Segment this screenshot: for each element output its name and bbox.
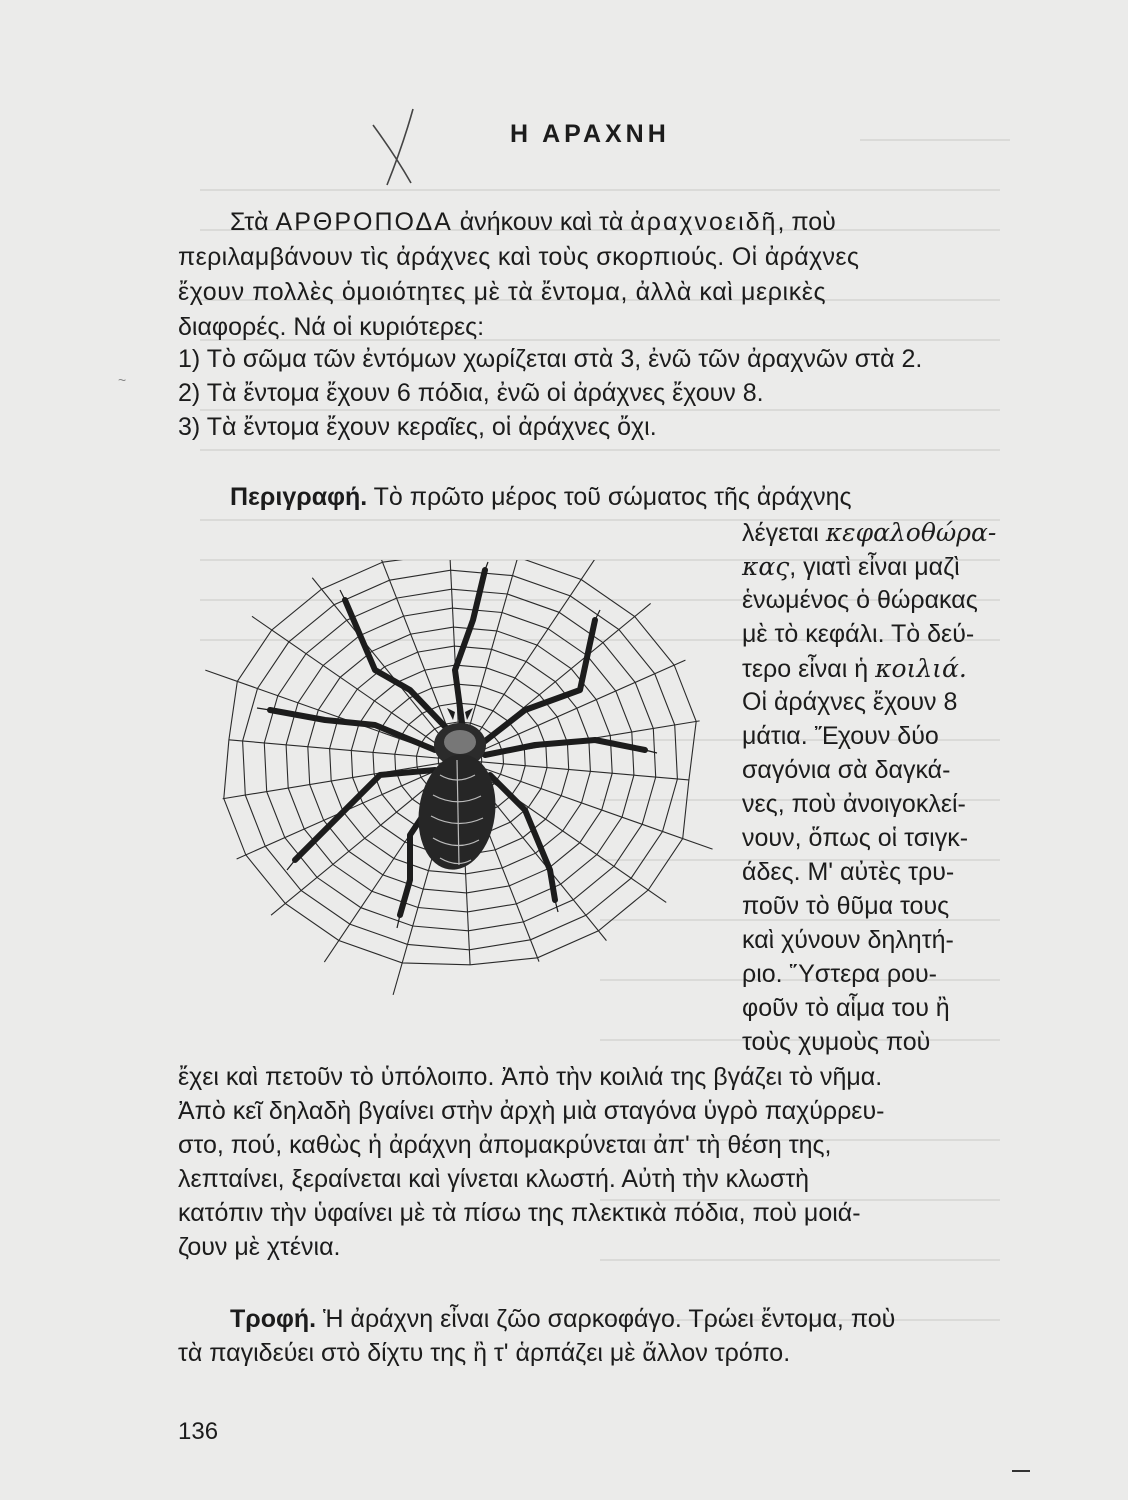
intro-text: , ποὺ xyxy=(777,208,836,236)
page-number: 136 xyxy=(178,1418,219,1445)
food-text: Ἡ ἀράχνη εἶναι ζῶο σαρκοφάγο. Τρώει ἔντομα, ποὺ xyxy=(316,1305,896,1333)
difference-item-2: 2) Τὰ ἔντομα ἔχουν 6 πόδια, ἐνῶ οἱ ἀράχνες ἔχουν 8. xyxy=(178,379,764,407)
difference-item-1: 1) Τὸ σῶμα τῶν ἐντόμων χωρίζεται στὰ 3, ἐνῶ τῶν ἀραχνῶν στὰ 2. xyxy=(178,345,923,373)
food-line-1 xyxy=(230,1305,895,1334)
description-col-line: ριο. Ὕστερα ρου- xyxy=(742,960,937,988)
description-text: Τὸ πρῶτο μέρος τοῦ σώματος τῆς ἀράχνης xyxy=(367,483,852,511)
description-full-line: ζουν μὲ χτένια. xyxy=(178,1233,341,1261)
description-col-line: φοῦν τὸ αἷμα του ἢ xyxy=(742,994,950,1022)
description-col-line: ἑνωμένος ὁ θώρακας xyxy=(742,586,978,614)
description-col-line: καὶ χύνουν δηλητή- xyxy=(742,926,954,954)
cephalothorax-term: κας xyxy=(742,552,790,581)
margin-pencil-mark: ~ xyxy=(118,372,127,388)
intro-line-1 xyxy=(230,208,836,237)
description-col-line xyxy=(742,518,996,548)
spider-on-web-icon xyxy=(195,560,715,1010)
arthropoda-term: ΑΡΘΡΟΠΟΔΑ xyxy=(275,208,453,236)
description-col-line: τοὺς χυμοὺς ποὺ xyxy=(742,1028,931,1056)
description-col-line: νουν, ὅπως οἱ τσιγκ- xyxy=(742,824,969,852)
intro-text: Στὰ xyxy=(230,208,276,236)
description-col-line xyxy=(742,654,967,684)
arachnids-term: ἀραχνοειδῆ xyxy=(630,208,778,236)
difference-item-3: 3) Τὰ ἔντομα ἔχουν κεραῖες, οἱ ἀράχνες ὄχι. xyxy=(178,413,657,441)
description-full-line: κατόπιν τὴν ὑφαίνει μὲ τὰ πίσω της πλεκτικὰ πόδια, ποὺ μοιά- xyxy=(178,1199,861,1227)
description-col-line: Οἱ ἀράχνες ἔχουν 8 xyxy=(742,688,958,716)
description-col-line: σαγόνια σὰ δαγκά- xyxy=(742,756,951,784)
description-first-line xyxy=(230,483,852,512)
description-col-line: μὲ τὸ κεφάλι. Τὸ δεύ- xyxy=(742,620,975,648)
description-text: , γιατὶ εἶναι μαζὶ xyxy=(789,553,960,581)
description-text: τερο εἶναι ἡ xyxy=(742,655,876,683)
description-col-line: ποῦν τὸ θῦμα τους xyxy=(742,892,950,920)
description-col-line: νες, ποὺ ἀνοιγοκλεί- xyxy=(742,790,966,818)
cephalothorax-term: κεφαλοθώρα- xyxy=(825,518,997,547)
handwritten-cross-mark xyxy=(365,105,435,190)
food-line-2: τὰ παγιδεύει στὸ δίχτυ της ἢ τ' ἁρπάζει μὲ ἄλλον τρόπο. xyxy=(178,1339,791,1367)
description-text: λέγεται xyxy=(742,519,826,547)
page-title: Η ΑΡΑΧΝΗ xyxy=(510,120,670,148)
description-heading: Περιγραφή. xyxy=(230,483,368,511)
abdomen-term: κοιλιά. xyxy=(875,654,967,683)
description-full-line: στο, πού, καθὼς ἡ ἀράχνη ἀπομακρύνεται ἀπ' τὴ θέση της, xyxy=(178,1131,832,1159)
description-col-line: μάτια. Ἔχουν δύο xyxy=(742,722,939,750)
description-col-line: άδες. Μ' αὐτὲς τρυ- xyxy=(742,858,955,886)
intro-line-4: διαφορές. Νά οἱ κυριότερες: xyxy=(178,313,485,341)
description-col-line xyxy=(742,552,960,582)
intro-line-3: ἔχουν πολλὲς ὁμοιότητες μὲ τὰ ἔντομα, ἀλλὰ καὶ μερικὲς xyxy=(178,278,827,306)
description-full-line: Ἀπὸ κεῖ δηλαδὴ βγαίνει στὴν ἀρχὴ μιὰ σταγόνα ὑγρὸ παχύρρευ- xyxy=(178,1097,885,1125)
intro-text: ἀνήκουν καὶ τὰ xyxy=(452,208,631,236)
description-full-line: ἔχει καὶ πετοῦν τὸ ὑπόλοιπο. Ἀπὸ τὴν κοιλιά της βγάζει τὸ νῆμα. xyxy=(178,1063,883,1091)
description-full-line: λεπταίνει, ξεραίνεται καὶ γίνεται κλωστή. Αὐτὴ τὴν κλωστὴ xyxy=(178,1165,810,1193)
intro-line-2: περιλαμβάνουν τὶς ἀράχνες καὶ τοὺς σκορπιούς. Οἱ ἀράχνες xyxy=(178,243,860,271)
corner-dash-mark xyxy=(1012,1470,1030,1472)
food-heading: Τροφή. xyxy=(230,1305,317,1333)
